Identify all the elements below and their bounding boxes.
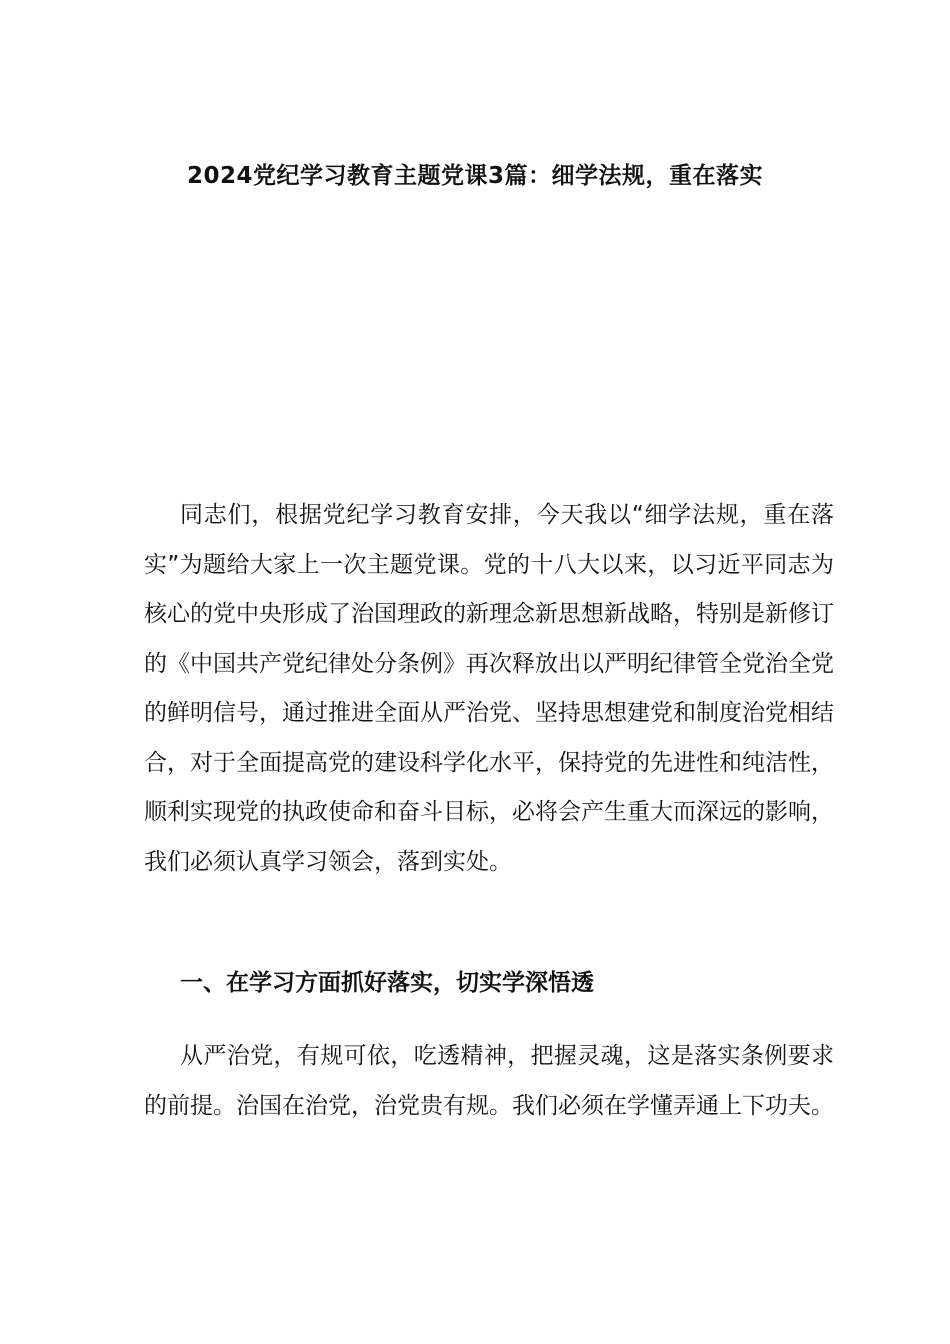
document-title: 2024党纪学习教育主题党课3篇：细学法规，重在落实 — [186, 163, 764, 189]
section-heading: 一、在学习方面抓好落实，切实学深悟透 — [180, 970, 594, 996]
intro-paragraph: 同志们，根据党纪学习教育安排，今天我以“细学法规，重在落实”为题给大家上一次主题党课。党的十八大以来，以习近平同志为核心的党中央形成了治国理政的新理念新思想新战略，特别是新修订的《中国共产党纪律处分条例》再次释放出以严明纪律管全党治全党的鲜明信号，通过推进全面从严治党、坚持思想建党和制度治党相结合，对于全面提高党的建设科学化水平，保持党的先进性和纯洁性，顺利实现党的执政使命和奋斗目标，必将会产生重大而深远的影响，我们必须认真学习领会，落到实处。 — [144, 502, 834, 875]
section-paragraph: 从严治党，有规可依，吃透精神，把握灵魂，这是落实条例要求的前提。治国在治党，治党贵有规。我们必须在学懂弄通上下功夫。 — [144, 1043, 834, 1119]
